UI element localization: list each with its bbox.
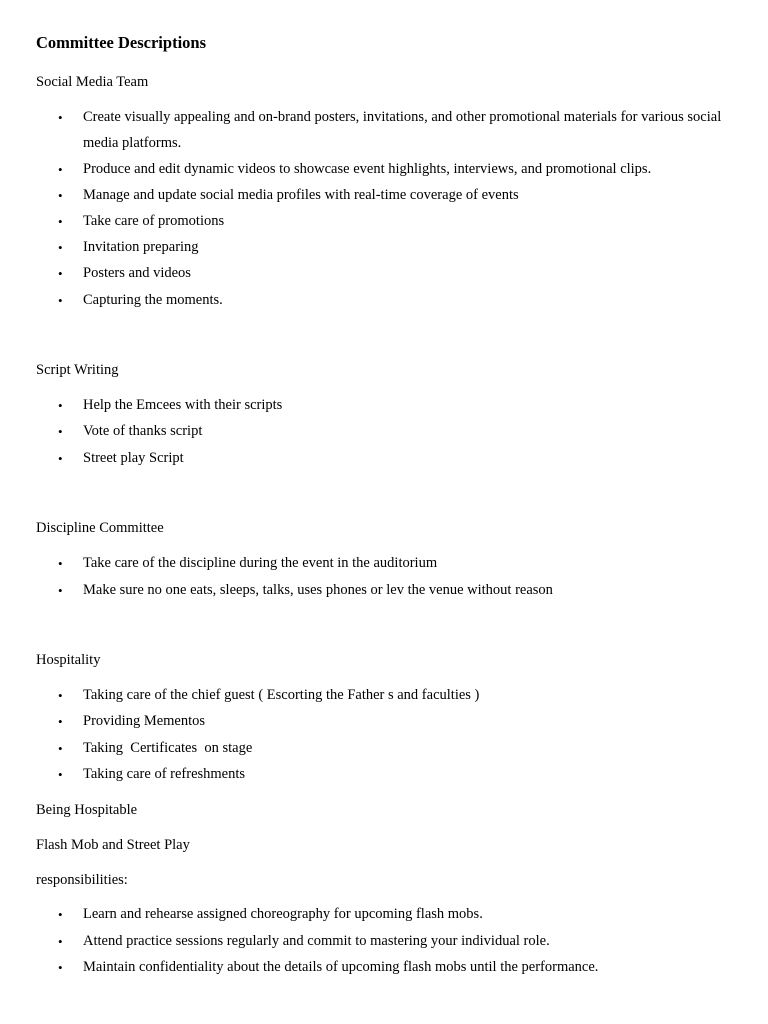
bullet-icon: •	[58, 266, 63, 281]
list-item	[58, 762, 738, 788]
document-title: Committee Descriptions	[36, 33, 206, 52]
section-heading-discipline: Discipline Committee	[36, 520, 164, 536]
list-item-text: Maintain confidentiality about the details of upcoming flash mobs until the performance.	[83, 959, 599, 975]
list-item	[58, 261, 738, 287]
bullet-icon: •	[58, 424, 63, 439]
being-hospitable-text: Being Hospitable	[36, 802, 138, 818]
list-item-text: Providing Mementos	[83, 713, 206, 729]
section-heading-flash-mob: Flash Mob and Street Play	[36, 837, 190, 853]
list-item	[58, 578, 738, 604]
bullet-icon: •	[58, 583, 63, 598]
list-item	[58, 105, 738, 156]
bullet-icon: •	[58, 110, 63, 125]
list-item-text: Taking care of the chief guest ( Escorting the Father s and faculties )	[83, 687, 480, 703]
list-item-text: Capturing the moments.	[83, 292, 223, 308]
list-item	[58, 902, 738, 928]
list-item-text: Posters and videos	[83, 265, 191, 281]
list-item-text: Invitation preparing	[83, 239, 199, 255]
list-item-text: Taking Certificates on stage	[83, 740, 253, 756]
bullet-icon: •	[58, 214, 63, 229]
bullet-icon: •	[58, 767, 63, 782]
list-item-text: Produce and edit dynamic videos to showcase event highlights, interviews, and promotional clips.	[83, 161, 652, 177]
list-item-text: Learn and rehearse assigned choreography for upcoming flash mobs.	[83, 906, 483, 922]
list-item	[58, 288, 738, 314]
bullet-icon: •	[58, 240, 63, 255]
bullet-icon: •	[58, 907, 63, 922]
list-item	[58, 209, 738, 235]
bullet-icon: •	[58, 162, 63, 177]
bullet-icon: •	[58, 188, 63, 203]
list-item-text: Vote of thanks script	[83, 423, 203, 439]
section-heading-social-media: Social Media Team	[36, 74, 149, 90]
list-item	[58, 955, 738, 981]
responsibilities-label: responsibilities:	[36, 872, 128, 888]
list-item	[58, 235, 738, 261]
bullet-icon: •	[58, 960, 63, 975]
list-item-text: Take care of promotions	[83, 213, 225, 229]
list-item	[58, 157, 738, 183]
bullet-icon: •	[58, 934, 63, 949]
bullet-icon: •	[58, 688, 63, 703]
list-item	[58, 183, 738, 209]
list-item	[58, 709, 738, 735]
list-item-text: Take care of the discipline during the event in the auditorium	[83, 555, 438, 571]
list-item-text: Create visually appealing and on-brand posters, invitations, and other promotional materials for various social media platforms.	[83, 109, 722, 151]
list-item	[58, 683, 738, 709]
section-heading-hospitality: Hospitality	[36, 652, 101, 668]
list-item-text: Help the Emcees with their scripts	[83, 397, 283, 413]
list-item	[58, 446, 738, 472]
list-item	[58, 393, 738, 419]
bullet-icon: •	[58, 556, 63, 571]
list-item	[58, 929, 738, 955]
bullet-icon: •	[58, 398, 63, 413]
bullet-icon: •	[58, 741, 63, 756]
bullet-icon: •	[58, 451, 63, 466]
list-item-text: Attend practice sessions regularly and commit to mastering your individual role.	[83, 933, 550, 949]
list-item	[58, 419, 738, 445]
list-item-text: Taking care of refreshments	[83, 766, 246, 782]
list-item-text: Street play Script	[83, 450, 184, 466]
list-item	[58, 736, 738, 762]
list-item-text: Make sure no one eats, sleeps, talks, uses phones or lev the venue without reason	[83, 582, 553, 598]
list-item-text: Manage and update social media profiles with real-time coverage of events	[83, 187, 519, 203]
bullet-icon: •	[58, 293, 63, 308]
section-heading-script-writing: Script Writing	[36, 362, 119, 378]
bullet-icon: •	[58, 714, 63, 729]
list-item	[58, 551, 738, 577]
